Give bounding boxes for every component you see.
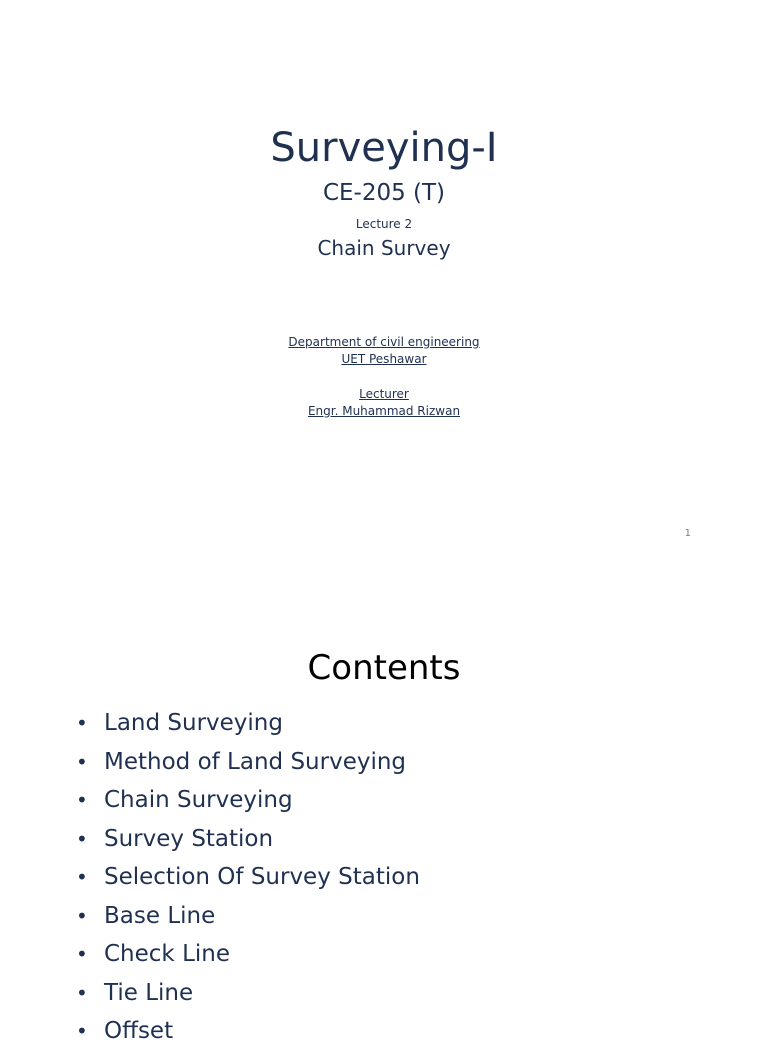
list-item: • Tie Line — [76, 979, 194, 1006]
bullet-icon: • — [76, 711, 88, 736]
contents-heading: Contents — [307, 648, 461, 688]
list-item: • Land Surveying — [76, 710, 283, 737]
bullet-icon: • — [76, 749, 88, 774]
contents-list — [76, 704, 420, 1051]
department-link[interactable]: Department of civil engineering — [288, 335, 480, 349]
list-item: • Check Line — [76, 941, 230, 968]
list-item: • Base Line — [76, 902, 216, 929]
lecture-topic: Chain Survey — [317, 236, 451, 260]
course-code: CE-205 (T) — [322, 180, 446, 206]
university-link[interactable]: UET Peshawar — [341, 352, 427, 366]
list-item: • Offset — [76, 1018, 174, 1045]
list-item: • Survey Station — [76, 825, 274, 852]
list-item: • Method of Land Surveying — [76, 748, 407, 775]
slide-title: Surveying-I — [270, 125, 498, 171]
lecturer-name-link[interactable]: Engr. Muhammad Rizwan — [307, 404, 461, 418]
lecturer-label-link[interactable]: Lecturer — [359, 387, 409, 401]
slide-page-number: 1 — [684, 528, 691, 539]
bullet-icon: • — [76, 1019, 88, 1044]
bullet-icon: • — [76, 826, 88, 851]
author-info — [0, 334, 768, 420]
bullet-icon: • — [76, 903, 88, 928]
bullet-icon: • — [76, 788, 88, 813]
lecture-number: Lecture 2 — [355, 217, 413, 231]
list-item: • Selection Of Survey Station — [76, 864, 420, 891]
bullet-icon: • — [76, 942, 88, 967]
contents-slide — [0, 612, 768, 1045]
list-item: • Chain Surveying — [76, 787, 293, 814]
bullet-icon: • — [76, 980, 88, 1005]
bullet-icon: • — [76, 865, 88, 890]
